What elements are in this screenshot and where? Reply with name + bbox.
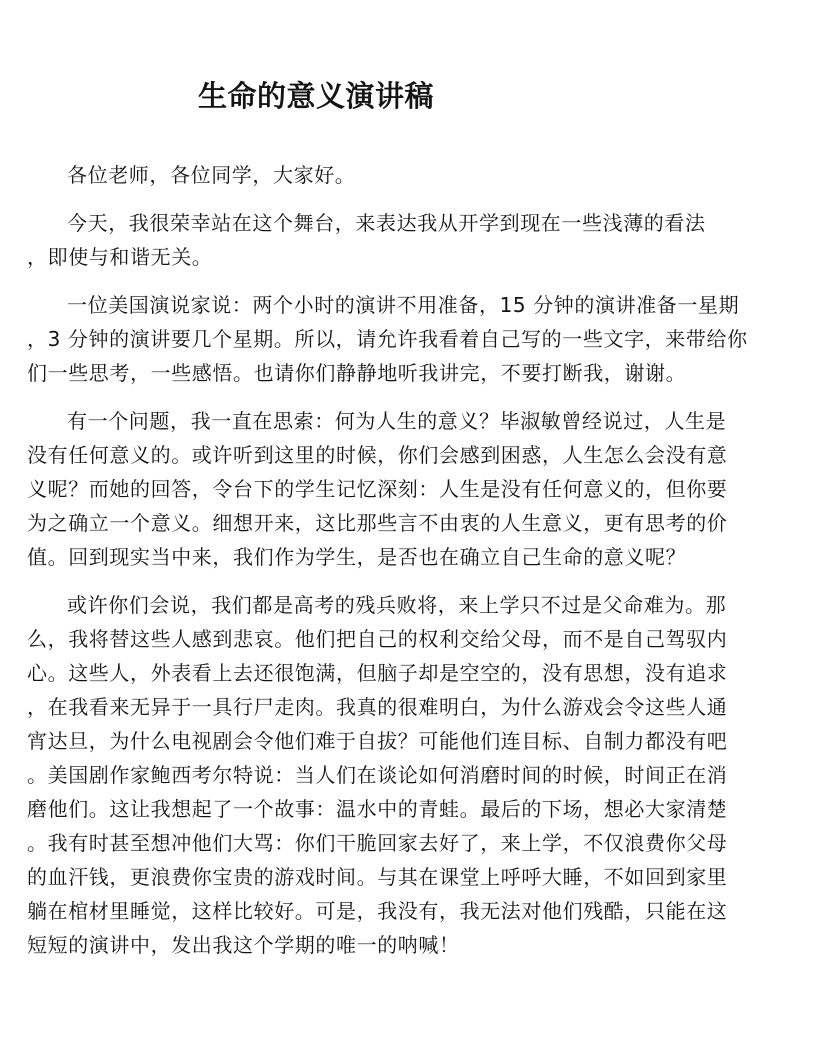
document-body: [27, 158, 811, 962]
paragraph-3: [27, 404, 811, 574]
text-line: 宵达旦，为什么电视剧会令他们难于自拔？可能他们连目标、自制力都没有吧: [27, 729, 728, 753]
text-line: 么，我将替这些人感到悲哀。他们把自己的权利交给父母，而不是自己驾驭内: [27, 627, 728, 651]
text-line: ，即使与和谐无关。: [27, 245, 213, 269]
document-title: 生命的意义演讲稿: [198, 79, 435, 113]
text-line: ，在我看来无异于一具行尸走肉。我真的很难明白，为什么游戏会令这些人通: [27, 695, 728, 719]
text-line: 们一些思考，一些感悟。也请你们静静地听我讲完，不要打断我，谢谢。: [27, 361, 687, 385]
text-line: 今天，我很荣幸站在这个舞台，来表达我从开学到现在一些浅薄的看法: [67, 211, 706, 235]
paragraph-4: [27, 588, 811, 962]
text-line: 为之确立一个意义。细想开来，这比那些言不由衷的人生意义，更有思考的价: [27, 511, 728, 535]
text-line: 的血汗钱，更浪费你宝贵的游戏时间。与其在课堂上呼呼大睡，不如回到家里: [27, 865, 728, 889]
text-line: 一位美国演说家说：两个小时的演讲不用准备，15 分钟的演讲准备一星期: [67, 293, 740, 317]
text-line: ，3 分钟的演讲要几个星期。所以，请允许我看着自己写的一些文字，来带给你: [27, 327, 748, 351]
text-line: 磨他们。这让我想起了一个故事：温水中的青蛙。最后的下场，想必大家清楚: [27, 797, 728, 821]
text-line: 有一个问题，我一直在思索：何为人生的意义？毕淑敏曾经说过，人生是: [67, 409, 727, 433]
text-line: 心。这些人，外表看上去还很饱满，但脑子却是空空的，没有思想，没有追求: [27, 661, 728, 685]
text-line: 短短的演讲中，发出我这个学期的唯一的呐喊！: [27, 933, 460, 957]
text-line: 躺在棺材里睡觉，这样比较好。可是，我没有，我无法对他们残酷，只能在这: [27, 899, 728, 923]
text-line: 。我有时甚至想冲他们大骂：你们干脆回家去好了，来上学，不仅浪费你父母: [27, 831, 728, 855]
text-line: 值。回到现实当中来，我们作为学生，是否也在确立自己生命的意义呢？: [27, 545, 687, 569]
text-line: 或许你们会说，我们都是高考的残兵败将，来上学只不过是父命难为。那: [67, 593, 727, 617]
paragraph-1: [27, 206, 811, 274]
text-line: 。美国剧作家鲍西考尔特说：当人们在谈论如何消磨时间的时候，时间正在消: [27, 763, 728, 787]
text-line: 没有任何意义的。或许听到这里的时候，你们会感到困惑，人生怎么会没有意: [27, 443, 728, 467]
paragraph-2: [27, 288, 811, 390]
greeting-paragraph: 各位老师，各位同学，大家好。: [67, 163, 356, 187]
text-line: 义呢？而她的回答，令台下的学生记忆深刻：人生是没有任何意义的，但你要: [27, 477, 728, 501]
